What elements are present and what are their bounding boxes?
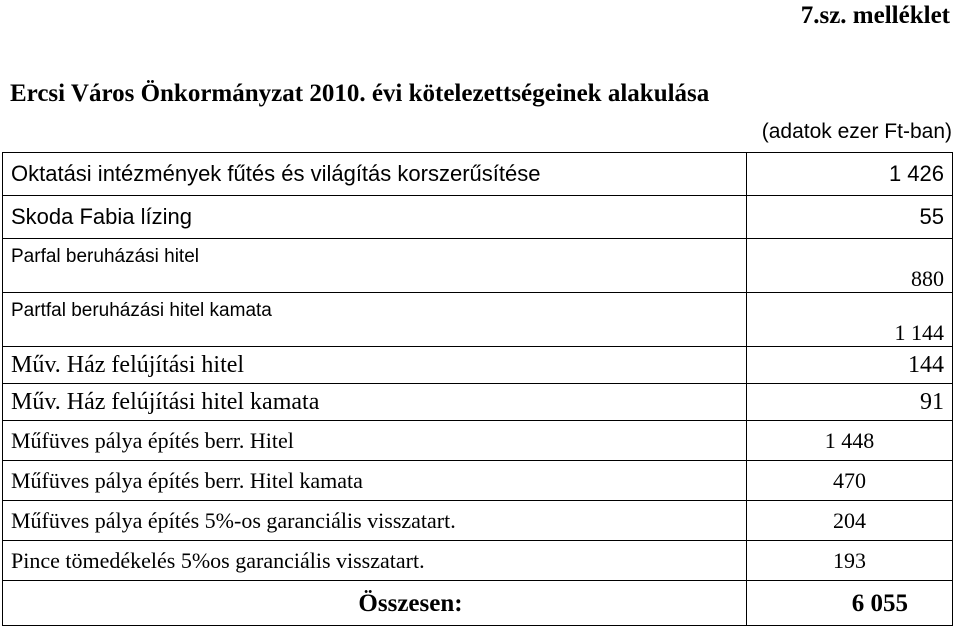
row-value: 470 bbox=[747, 461, 953, 501]
annex-label: 7.sz. melléklet bbox=[800, 2, 950, 29]
row-value: 1 144 bbox=[747, 293, 953, 347]
row-label: Műfüves pálya építés berr. Hitel kamata bbox=[3, 461, 747, 501]
row-label: Műfüves pálya építés berr. Hitel bbox=[3, 421, 747, 461]
total-row bbox=[3, 581, 953, 626]
unit-note: (adatok ezer Ft-ban) bbox=[761, 120, 952, 143]
row-label: Parfal beruházási hitel bbox=[3, 239, 747, 293]
total-label: Összesen: bbox=[3, 581, 747, 626]
table-row bbox=[3, 196, 953, 239]
row-label: Műv. Ház felújítási hitel bbox=[3, 347, 747, 384]
row-value: 193 bbox=[747, 541, 953, 581]
table-row bbox=[3, 421, 953, 461]
row-value: 880 bbox=[747, 239, 953, 293]
total-value: 6 055 bbox=[747, 581, 953, 626]
row-value: 91 bbox=[747, 384, 953, 421]
row-label: Skoda Fabia lízing bbox=[3, 196, 747, 239]
table-row bbox=[3, 347, 953, 384]
row-value: 1 448 bbox=[747, 421, 953, 461]
row-label: Műv. Ház felújítási hitel kamata bbox=[3, 384, 747, 421]
table-row bbox=[3, 384, 953, 421]
row-value: 1 426 bbox=[747, 153, 953, 196]
row-value: 144 bbox=[747, 347, 953, 384]
row-value: 204 bbox=[747, 501, 953, 541]
row-label: Műfüves pálya építés 5%-os garanciális visszatart. bbox=[3, 501, 747, 541]
row-label: Partfal beruházási hitel kamata bbox=[3, 293, 747, 347]
table-row bbox=[3, 293, 953, 347]
row-label: Oktatási intézmények fűtés és világítás korszerűsítése bbox=[3, 153, 747, 196]
table-row bbox=[3, 153, 953, 196]
table-row bbox=[3, 501, 953, 541]
row-value: 55 bbox=[747, 196, 953, 239]
table-row bbox=[3, 541, 953, 581]
row-label: Pince tömedékelés 5%os garanciális visszatart. bbox=[3, 541, 747, 581]
table-row bbox=[3, 461, 953, 501]
obligations-table bbox=[2, 152, 953, 626]
table-row bbox=[3, 239, 953, 293]
document-title: Ercsi Város Önkormányzat 2010. évi kötelezettségeinek alakulása bbox=[10, 80, 710, 107]
